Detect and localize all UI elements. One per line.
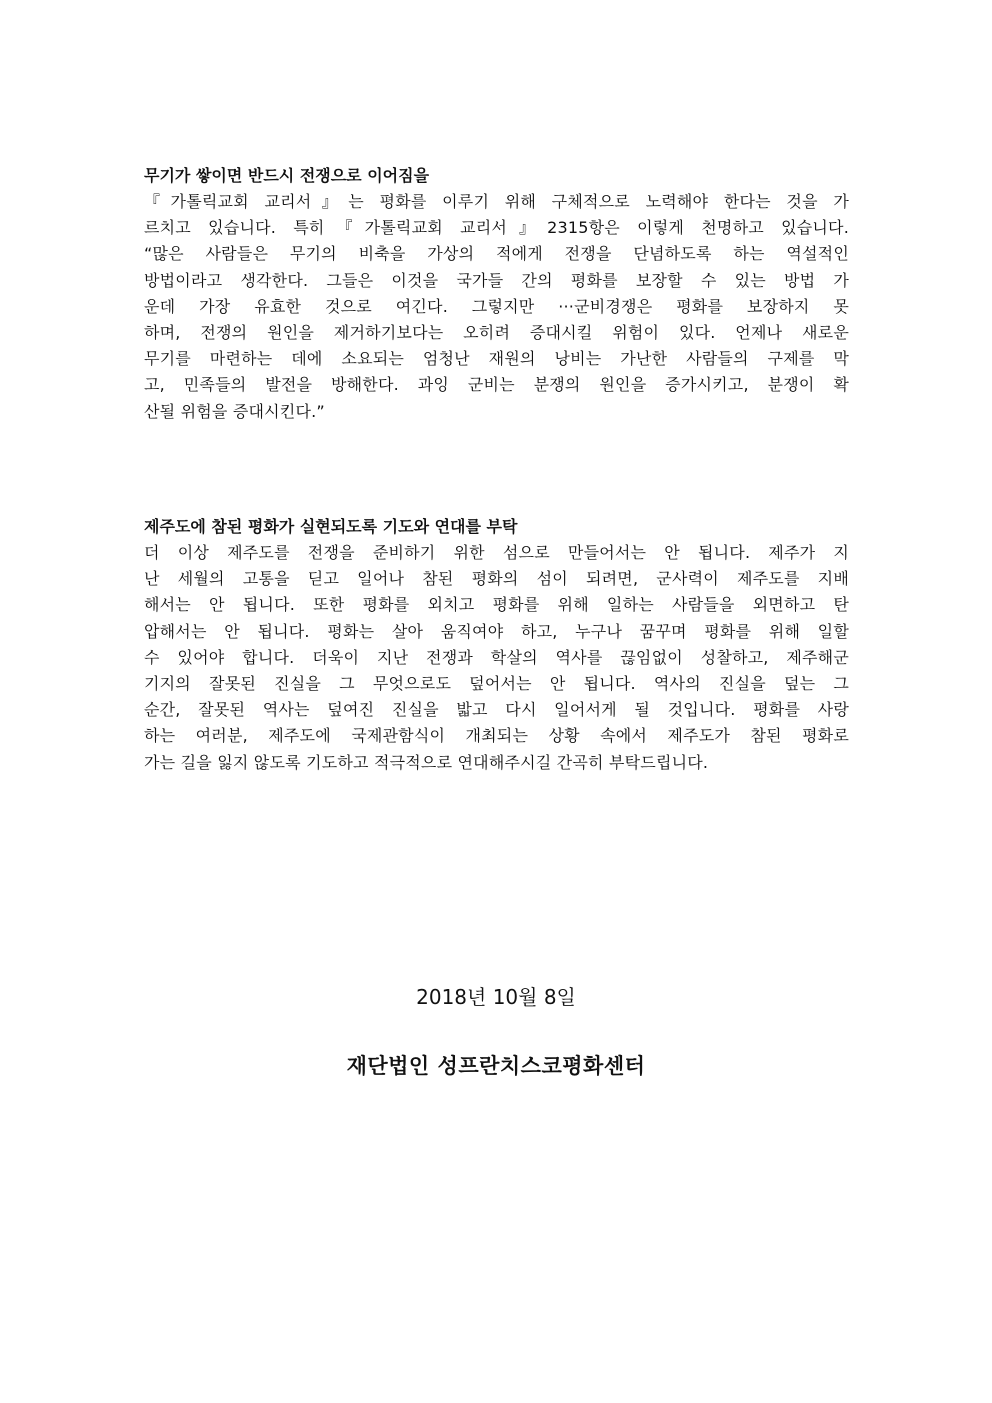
paragraph-line: 르치고 있습니다. 특히『가톨릭교회 교리서』2315항은 이렇게 천명하고 있습니다. (144, 218, 849, 238)
paragraph-line: 순간, 잘못된 역사는 덮여진 진실을 밟고 다시 일어서게 될 것입니다. 평화를 사랑 (144, 700, 849, 720)
paragraph-line: 고, 민족들의 발전을 방해한다. 과잉 군비는 분쟁의 원인을 증가시키고, 분쟁이 확 (144, 375, 849, 395)
paragraph-line: 운데 가장 유효한 것으로 여긴다. 그렇지만 ···군비경쟁은 평화를 보장하지 못 (144, 296, 849, 316)
paragraph-line: 방법이라고 생각한다. 그들은 이것을 국가들 간의 평화를 보장할 수 있는 방법 가 (144, 270, 849, 290)
paragraph-line: 난 세월의 고통을 딛고 일어나 참된 평화의 섬이 되려면, 군사력이 제주도를 지배 (144, 569, 849, 589)
section-jeju-peace-appeal (144, 514, 849, 776)
organization-name: 재단법인 성프란치스코평화센터 (346, 1054, 646, 1078)
paragraph-line: 하는 여러분, 제주도에 국제관함식이 개최되는 상황 속에서 제주도가 참된 평화로 (144, 726, 849, 746)
paragraph-line: 수 있어야 합니다. 더욱이 지난 전쟁과 학살의 역사를 끊임없이 성찰하고, 제주해군 (144, 647, 849, 667)
section-heading: 무기가 쌓이면 반드시 전쟁으로 이어짐을 (144, 166, 430, 185)
paragraph-line: 더 이상 제주도를 전쟁을 준비하기 위한 섬으로 만들어서는 안 됩니다. 제주가 지 (144, 543, 849, 562)
paragraph-line: 무기를 마련하는 데에 소요되는 엄청난 재원의 낭비는 가난한 사람들의 구제를 막 (144, 349, 849, 369)
paragraph-line: 가는 길을 잃지 않도록 기도하고 적극적으로 연대해주시길 간곡히 부탁드립니다. (144, 752, 709, 772)
section-weapons-lead-to-war (144, 163, 849, 425)
document-date: 2018년 10월 8일 (416, 985, 576, 1009)
paragraph-line: “많은 사람들은 무기의 비축을 가상의 적에게 전쟁을 단념하도록 하는 역설적인 (144, 244, 849, 264)
paragraph-line: 기지의 잘못된 진실을 그 무엇으로도 덮어서는 안 됩니다. 역사의 진실을 덮는 그 (144, 673, 849, 693)
section-heading: 제주도에 참된 평화가 실현되도록 기도와 연대를 부탁 (144, 517, 518, 536)
paragraph-line: 산될 위험을 증대시킨다.” (144, 401, 325, 421)
paragraph-line: 『가톨릭교회 교리서』는 평화를 이루기 위해 구체적으로 노력해야 한다는 것을 가 (144, 192, 849, 211)
paragraph-line: 압해서는 안 됩니다. 평화는 살아 움직여야 하고, 누구나 꿈꾸며 평화를 위해 일할 (144, 621, 849, 641)
paragraph-line: 해서는 안 됩니다. 또한 평화를 외치고 평화를 위해 일하는 사람들을 외면하고 탄 (144, 595, 849, 615)
paragraph-line: 하며, 전쟁의 원인을 제거하기보다는 오히려 증대시킬 위험이 있다. 언제나 새로운 (144, 322, 849, 342)
